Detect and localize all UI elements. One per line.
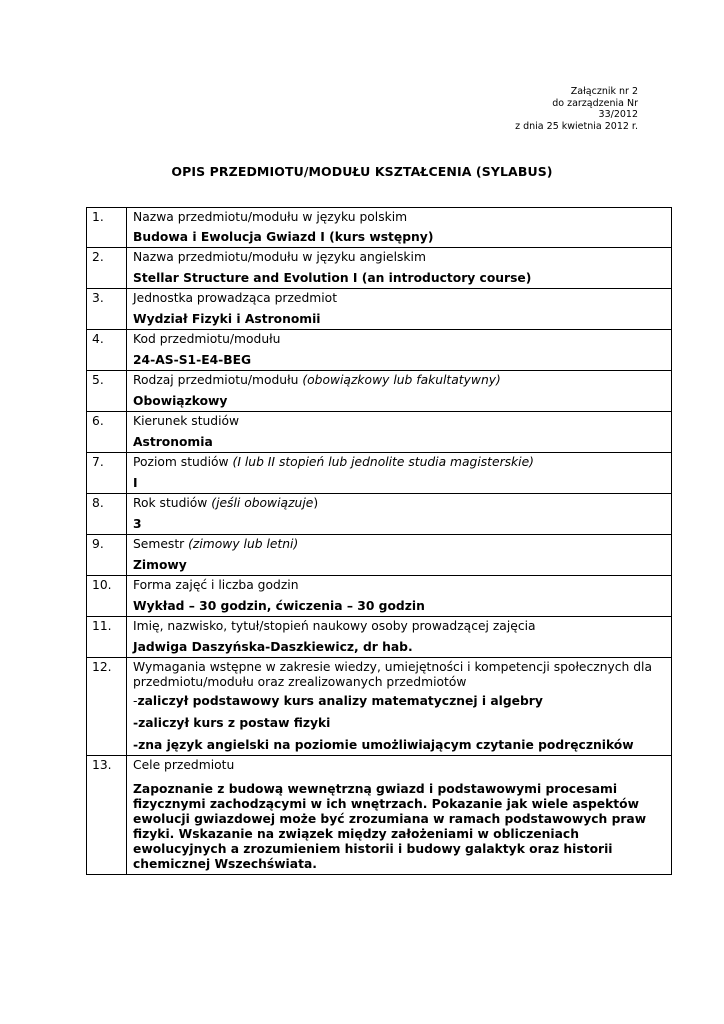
row-label-hint: (obowiązkowy lub fakultatywny) <box>302 373 501 387</box>
table-row <box>87 658 672 756</box>
row-label-hint: (I lub II stopień lub jednolite studia magisterskie) <box>232 455 534 469</box>
row-label: Kod przedmiotu/modułu <box>133 332 281 346</box>
row-number: 10. <box>87 576 127 617</box>
annex-line-4: z dnia 25 kwietnia 2012 r. <box>515 120 638 132</box>
requirement-text: -zaliczył kurs z postaw fizyki <box>133 716 331 730</box>
row-value: Obowiązkowy <box>133 394 228 408</box>
row-label: Wymagania wstępne w zakresie wiedzy, umiejętności i kompetencji społecznych dla przedmiotu/modułu oraz zrealizowanych przedmiotów <box>133 660 653 689</box>
row-content <box>127 289 672 330</box>
row-content <box>127 412 672 453</box>
annex-line-2: do zarządzenia Nr <box>552 97 638 109</box>
row-value: 24-AS-S1-E4-BEG <box>133 353 252 367</box>
row-number: 9. <box>87 535 127 576</box>
row-label <box>133 537 666 552</box>
row-number: 3. <box>87 289 127 330</box>
table-row <box>87 412 672 453</box>
annex-line-3: 33/2012 <box>598 109 638 120</box>
row-number: 6. <box>87 412 127 453</box>
row-value: 3 <box>133 517 142 531</box>
document-title: OPIS PRZEDMIOTU/MODUŁU KSZTAŁCENIA (SYLABUS) <box>171 164 553 179</box>
row-label-text: Semestr <box>133 537 189 551</box>
row-content <box>127 453 672 494</box>
row-number: 5. <box>87 371 127 412</box>
row-label: Kierunek studiów <box>133 414 240 428</box>
row-content <box>127 208 672 248</box>
row-label-hint: (jeśli obowiązuje <box>211 496 314 510</box>
row-content <box>127 535 672 576</box>
row-number: 12. <box>87 658 127 756</box>
annex-note <box>515 86 638 132</box>
requirement-item <box>133 738 666 753</box>
requirement-dash: - <box>133 694 138 708</box>
syllabus-table <box>86 207 672 875</box>
row-content <box>127 371 672 412</box>
table-row <box>87 453 672 494</box>
row-label: Nazwa przedmiotu/modułu w języku polskim <box>133 210 408 224</box>
table-row <box>87 208 672 248</box>
row-value: I <box>133 476 138 490</box>
row-number: 2. <box>87 248 127 289</box>
row-value: Budowa i Ewolucja Gwiazd I (kurs wstępny) <box>133 230 434 244</box>
row-label <box>133 455 666 470</box>
row-number: 1. <box>87 208 127 248</box>
row-content <box>127 494 672 535</box>
row-value: Wydział Fizyki i Astronomii <box>133 312 321 326</box>
row-value: Zimowy <box>133 558 187 572</box>
row-value: Wykład – 30 godzin, ćwiczenia – 30 godzin <box>133 599 425 613</box>
row-label: Imię, nazwisko, tytuł/stopień naukowy osoby prowadzącej zajęcia <box>133 619 536 633</box>
row-value: Jadwiga Daszyńska-Daszkiewicz, dr hab. <box>133 640 413 654</box>
row-content <box>127 330 672 371</box>
row-value: Astronomia <box>133 435 213 449</box>
course-goals-text: Zapoznanie z budową wewnętrzną gwiazd i podstawowymi procesami fizycznymi zachodzącymi w ich wnętrzach. Pokazanie jak wiele aspektów ewolucji gwiazdowej może być zrozumiana w ramach podstawowych praw fizyki. Wskazanie na związek między założeniami w obliczeniach ewolucyjnych a zrozumieniem historii i budowy galaktyk oraz historii chemicznej Wszechświata. <box>133 782 647 871</box>
requirement-item <box>133 716 666 731</box>
table-row <box>87 535 672 576</box>
row-content <box>127 248 672 289</box>
row-label: Nazwa przedmiotu/modułu w języku angielskim <box>133 250 426 264</box>
row-label: Jednostka prowadząca przedmiot <box>133 291 338 305</box>
row-number: 7. <box>87 453 127 494</box>
annex-line-1: Załącznik nr 2 <box>570 86 638 97</box>
row-label: Forma zajęć i liczba godzin <box>133 578 299 592</box>
row-label-hint: (zimowy lub letni) <box>188 537 299 551</box>
table-row <box>87 289 672 330</box>
row-content <box>127 658 672 756</box>
row-label <box>133 496 666 511</box>
requirement-text: -zna język angielski na poziomie umożliwiającym czytanie podręczników <box>133 738 634 752</box>
row-label <box>133 373 666 388</box>
row-content <box>127 576 672 617</box>
table-row <box>87 617 672 658</box>
row-value: Stellar Structure and Evolution I (an introductory course) <box>133 271 532 285</box>
table-row <box>87 756 672 875</box>
requirement-text: zaliczył podstawowy kurs analizy matematycznej i algebry <box>137 694 543 708</box>
row-label: Cele przedmiotu <box>133 758 235 772</box>
table-row <box>87 576 672 617</box>
table-row <box>87 330 672 371</box>
row-number: 8. <box>87 494 127 535</box>
row-label-text: Rok studiów <box>133 496 212 510</box>
table-row <box>87 248 672 289</box>
row-label-text: Poziom studiów <box>133 455 233 469</box>
row-number: 11. <box>87 617 127 658</box>
row-number: 13. <box>87 756 127 875</box>
table-row <box>87 494 672 535</box>
row-label-text: Rodzaj przedmiotu/modułu <box>133 373 303 387</box>
row-content <box>127 756 672 875</box>
row-number: 4. <box>87 330 127 371</box>
row-label-suffix: ) <box>313 496 319 510</box>
requirement-item <box>133 694 666 709</box>
row-content <box>127 617 672 658</box>
table-row <box>87 371 672 412</box>
